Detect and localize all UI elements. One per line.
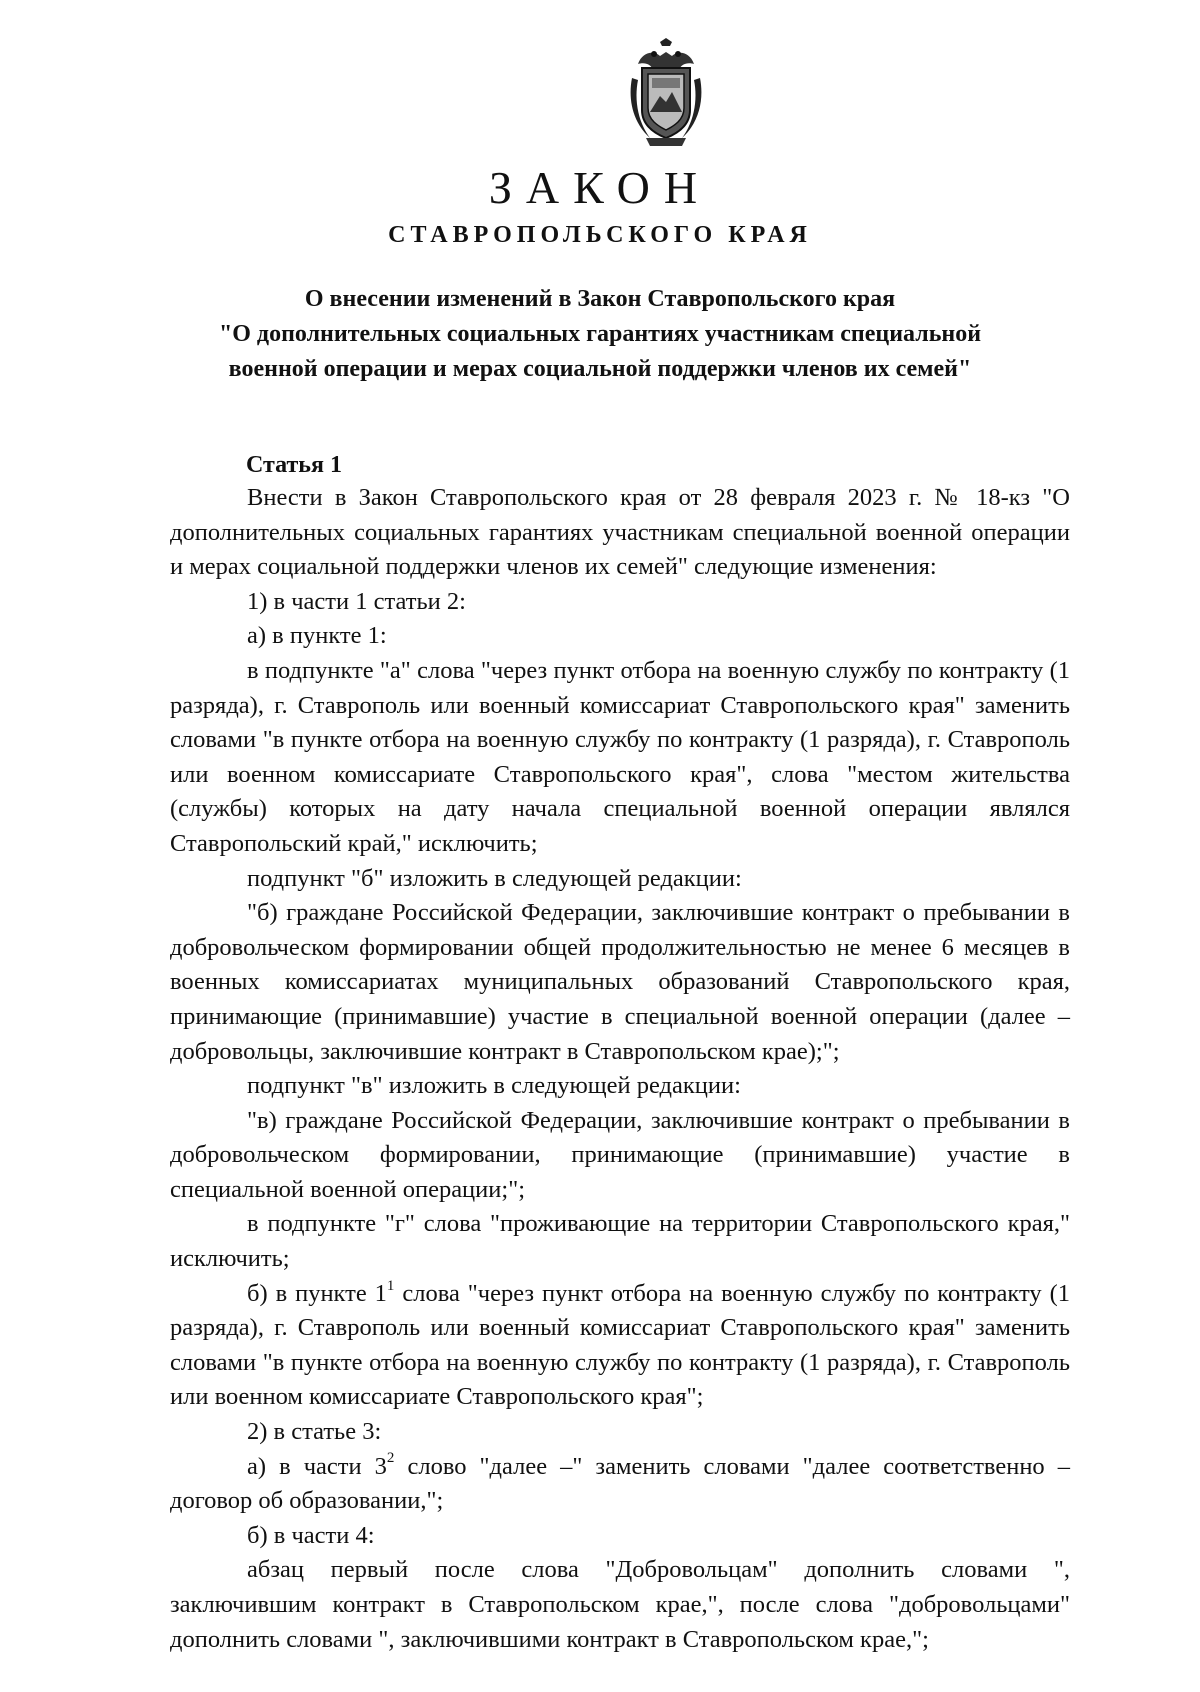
article-title: Статья 1 (246, 452, 342, 478)
coat-of-arms-emblem (624, 38, 708, 148)
article-body (170, 447, 1070, 1657)
heading-line: "О дополнительных социальных гарантиях участникам специальной (218, 321, 982, 347)
paragraph: а) в пункте 1: (247, 622, 387, 650)
superscript: 2 (386, 1450, 395, 1467)
paragraph: в подпункте "г" слова "проживающие на территории Ставропольского края," исключить; (170, 1210, 1070, 1273)
heading-line: военной операции и мерах социальной поддержки членов их семей" (228, 356, 972, 382)
heading-line: О внесении изменений в Закон Ставропольского края (304, 286, 896, 312)
paragraph: "б) граждане Российской Федерации, заключившие контракт о пребывании в добровольческом формировании общей продолжительностью не менее 6 месяцев в военных комиссариатах муниципальных образований Ставропольского края, принимающие (принимавшие) участие в специальной военной операции (далее – добровольцы, заключившие контракт в Ставропольском крае);"; (170, 899, 1070, 1065)
paragraph: в подпункте "а" слова "через пункт отбора на военную службу по контракту (1 разряда), г. Ставрополь или военный комиссариат Ставропольского края" заменить словами "в пункте отбора на военную службу по контракту (1 разряда), г. Ставрополь или военном комиссариате Ставропольского края", слова "местом жительства (службы) которых на дату начала специальной военной операции являлся Ставропольский край," исключить; (170, 656, 1070, 857)
paragraph-text: б) в пункте 1 (247, 1279, 387, 1307)
paragraph-text: а) в части 3 (247, 1452, 387, 1480)
paragraph: подпункт "в" изложить в следующей редакции: (247, 1072, 741, 1100)
paragraph: подпункт "б" изложить в следующей редакции: (247, 864, 742, 892)
paragraph (170, 1277, 1070, 1415)
law-subtitle: СТАВРОПОЛЬСКОГО КРАЯ (388, 222, 812, 248)
document-heading (150, 282, 1050, 387)
paragraph: Внести в Закон Ставропольского края от 28 февраля 2023 г. № 18-кз "О дополнительных социальных гарантиях участникам специальной военной операции и мерах социальной поддержки членов их семей" следующие изменения: (170, 484, 1070, 581)
paragraph-text: слово "далее –" заменить словами "далее соответственно – договор об образовании,"; (170, 1452, 1070, 1515)
paragraph: б) в части 4: (247, 1521, 375, 1549)
paragraph (170, 1450, 1070, 1519)
paragraph-text: слова "через пункт отбора на военную службу по контракту (1 разряда), г. Ставрополь или военный комиссариат Ставропольского края" заменить словами "в пункте отбора на военную службу по контракту (1 разряда), г. Ставрополь или военном комиссариате Ставропольского края"; (170, 1279, 1071, 1411)
paragraph: абзац первый после слова "Добровольцам" дополнить словами ", заключившим контракт в Ставропольском крае,", после слова "добровольцами" дополнить словами ", заключившими контракт в Ставропольском крае,"; (170, 1556, 1070, 1653)
paragraph: 1) в части 1 статьи 2: (247, 587, 466, 615)
paragraph: 2) в статье 3: (247, 1418, 382, 1446)
paragraph: "в) граждане Российской Федерации, заключившие контракт о пребывании в добровольческом формировании, принимающие (принимавшие) участие в специальной военной операции;"; (170, 1106, 1070, 1203)
law-title: ЗАКОН (488, 162, 712, 213)
superscript: 1 (386, 1277, 395, 1294)
